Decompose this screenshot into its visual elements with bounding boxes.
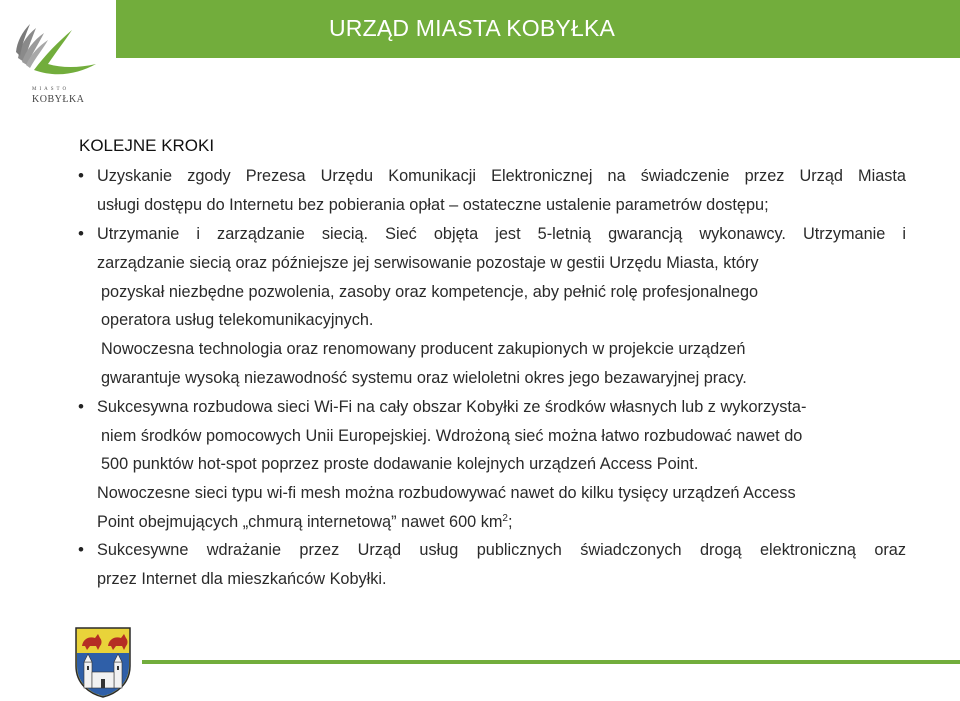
text-line: niem środków pomocowych Unii Europejskiej. Wdrożoną sieć można łatwo rozbudować nawet do xyxy=(101,427,803,445)
text-line: pozyskał niezbędne pozwolenia, zasoby oraz kompetencje, aby pełnić rolę profesjonalnego xyxy=(101,283,759,301)
coat-of-arms-icon xyxy=(74,626,132,698)
text-line-span: Point obejmujących „chmurą internetową” nawet 600 km xyxy=(97,513,503,531)
text-line: zarządzanie siecią oraz późniejsze jej serwisowanie pozostaje w gestii Urzędu Miasta, który xyxy=(97,254,759,272)
text-line: Uzyskanie zgody Prezesa Urzędu Komunikacji Elektronicznej na świadczenie przez Urząd Miasta xyxy=(97,167,906,185)
text-line: operatora usług telekomunikacyjnych. xyxy=(101,311,374,329)
text-line: gwarantuje wysoką niezawodność systemu oraz wieloletni okres jego bezawaryjnej pracy. xyxy=(101,369,747,387)
logo-wing-icon xyxy=(12,18,102,86)
section-heading: KOLEJNE KROKI xyxy=(79,136,215,155)
text-line: Nowoczesna technologia oraz renomowany producent zakupionych w projekcie urządzeń xyxy=(101,340,746,358)
footer-divider xyxy=(142,660,960,664)
bullet-2: • xyxy=(78,224,84,243)
line-end: ; xyxy=(507,513,513,531)
text-line: Utrzymanie i zarządzanie siecią. Sieć objęta jest 5-letnią gwarancją wykonawcy. Utrzymanie i xyxy=(97,225,906,243)
page-title: URZĄD MIASTA KOBYŁKA xyxy=(329,15,616,41)
bullet-3: • xyxy=(78,397,84,416)
bullet-4: • xyxy=(78,540,84,559)
text-line: Sukcesywne wdrażanie przez Urząd usług publicznych świadczonych drogą elektroniczną oraz xyxy=(97,541,906,559)
text-line: Nowoczesne sieci typu wi-fi mesh można rozbudowywać nawet do kilku tysięcy urządzeń Access xyxy=(97,484,796,502)
text-line: przez Internet dla mieszkańców Kobyłki. xyxy=(97,570,387,588)
text-line: 500 punktów hot-spot poprzez proste dodawanie kolejnych urządzeń Access Point. xyxy=(101,455,699,473)
text-line: Sukcesywna rozbudowa sieci Wi-Fi na cały obszar Kobyłki ze środków własnych lub z wykorzysta- xyxy=(97,398,807,416)
text-line: usługi dostępu do Internetu bez pobierania opłat – ostateczne ustalenie parametrów dostępu; xyxy=(97,196,769,214)
header-bar xyxy=(116,0,960,58)
logo-name: KOBYŁKA xyxy=(32,94,85,105)
text-line xyxy=(97,512,513,532)
city-logo xyxy=(12,18,102,105)
superscript: 2 xyxy=(502,513,508,524)
logo-small-text: MIASTO xyxy=(32,87,70,92)
bullet-1: • xyxy=(78,166,84,185)
